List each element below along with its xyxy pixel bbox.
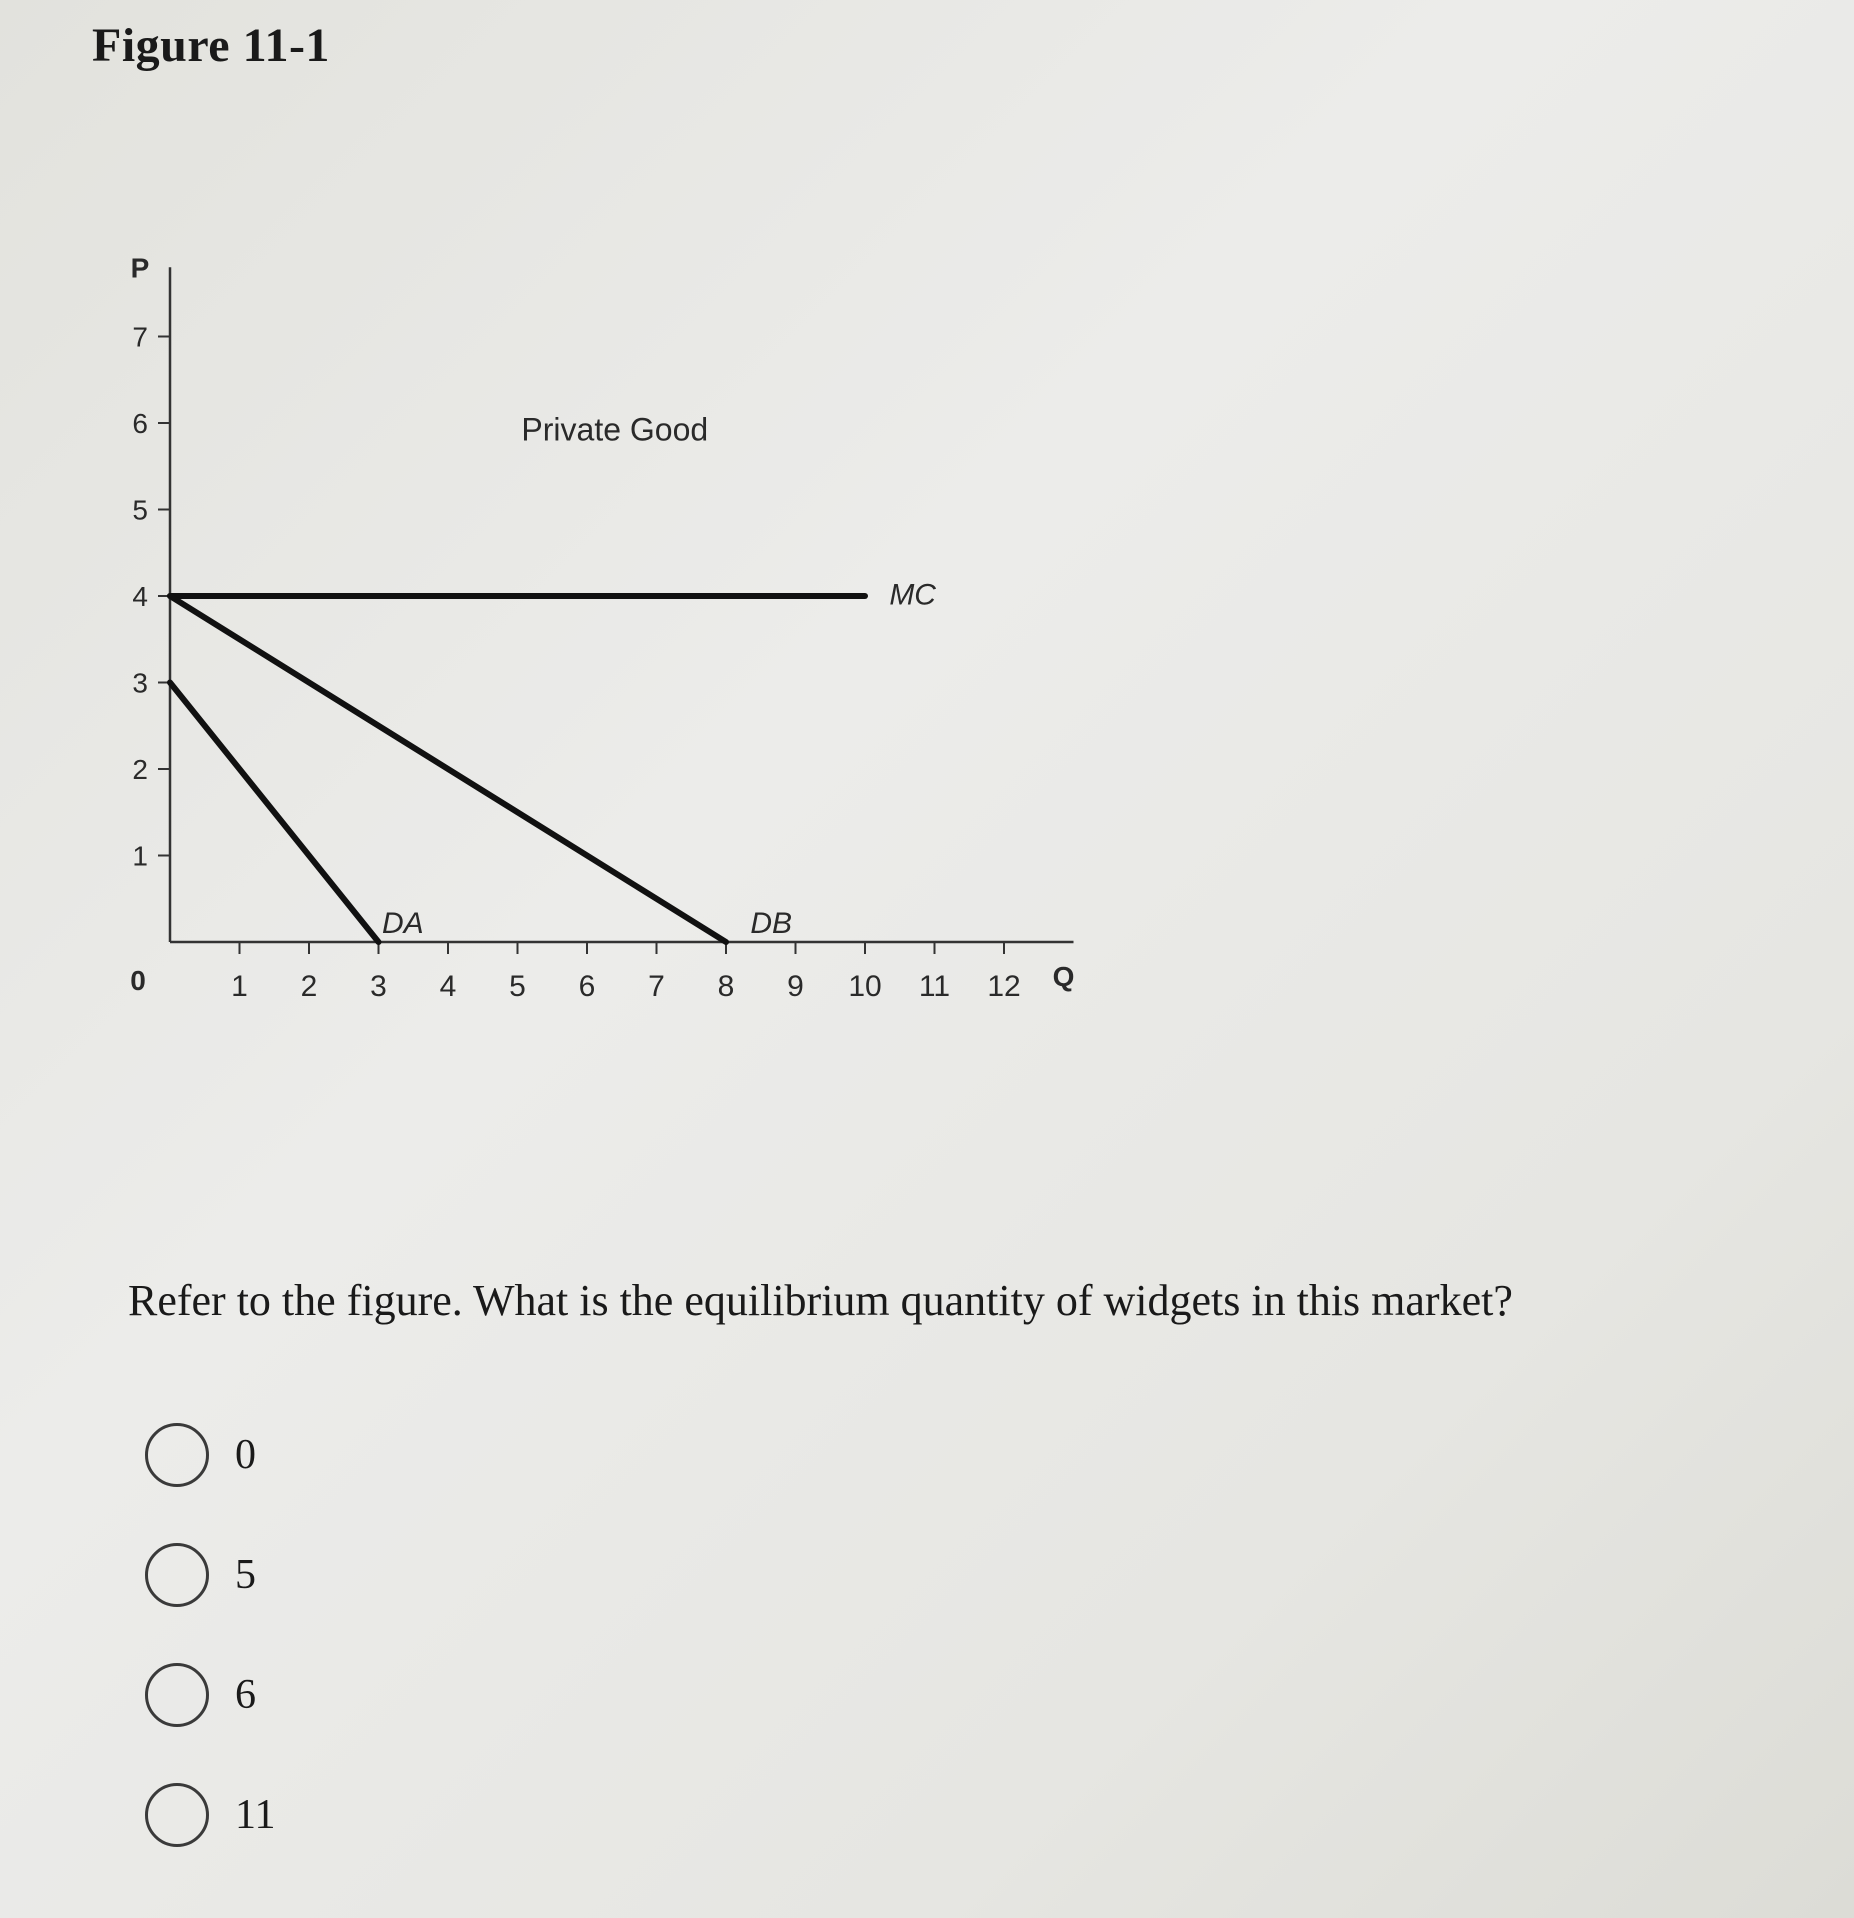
series-db-label: DB [750,906,793,940]
x-tick-label: 6 [578,970,596,1003]
x-tick-label: 3 [370,970,387,1003]
x-tick-label: 2 [300,970,318,1003]
option-label: 6 [235,1672,256,1718]
origin-label: 0 [130,965,146,996]
chart-title: Private Good [521,411,709,448]
x-tick-label: 12 [987,970,1021,1003]
option-5[interactable] [145,1540,275,1610]
series-da-line [170,683,379,943]
y-tick-label: 5 [132,494,148,526]
x-axis-label: Q [1052,961,1075,992]
y-tick-label: 3 [132,667,148,699]
y-tick-label: 1 [132,840,148,872]
figure-title: Figure 11-1 [92,19,330,72]
x-tick-label: 11 [918,970,951,1003]
series-mc-label: MC [889,578,936,612]
y-tick-label: 7 [132,321,148,353]
radio-button[interactable] [145,1543,209,1607]
y-tick-label: 2 [132,754,148,785]
option-0[interactable] [145,1420,275,1490]
x-tick-label: 5 [509,970,526,1003]
y-tick-label: 6 [132,408,148,439]
answer-options [145,1420,275,1900]
series-db-line [170,596,726,942]
y-axis-label: P [130,252,150,284]
x-tick-label: 4 [439,970,457,1003]
radio-button[interactable] [145,1423,209,1487]
x-tick-label: 10 [848,970,882,1003]
y-tick-label: 4 [132,581,148,612]
chart [90,240,1130,1040]
x-tick-label: 9 [787,970,804,1003]
x-tick-label: 1 [231,970,248,1003]
option-label: 5 [235,1552,256,1598]
option-11[interactable] [145,1780,275,1850]
option-label: 0 [235,1432,256,1478]
option-6[interactable] [145,1660,275,1730]
option-label: 11 [235,1792,276,1838]
question-text: Refer to the figure. What is the equilibrium quantity of widgets in this market? [128,1276,1513,1325]
x-tick-label: 7 [648,970,665,1003]
radio-button[interactable] [145,1663,209,1727]
series-da-label: DA [381,906,424,940]
radio-button[interactable] [145,1783,209,1847]
x-tick-label: 8 [717,970,735,1003]
